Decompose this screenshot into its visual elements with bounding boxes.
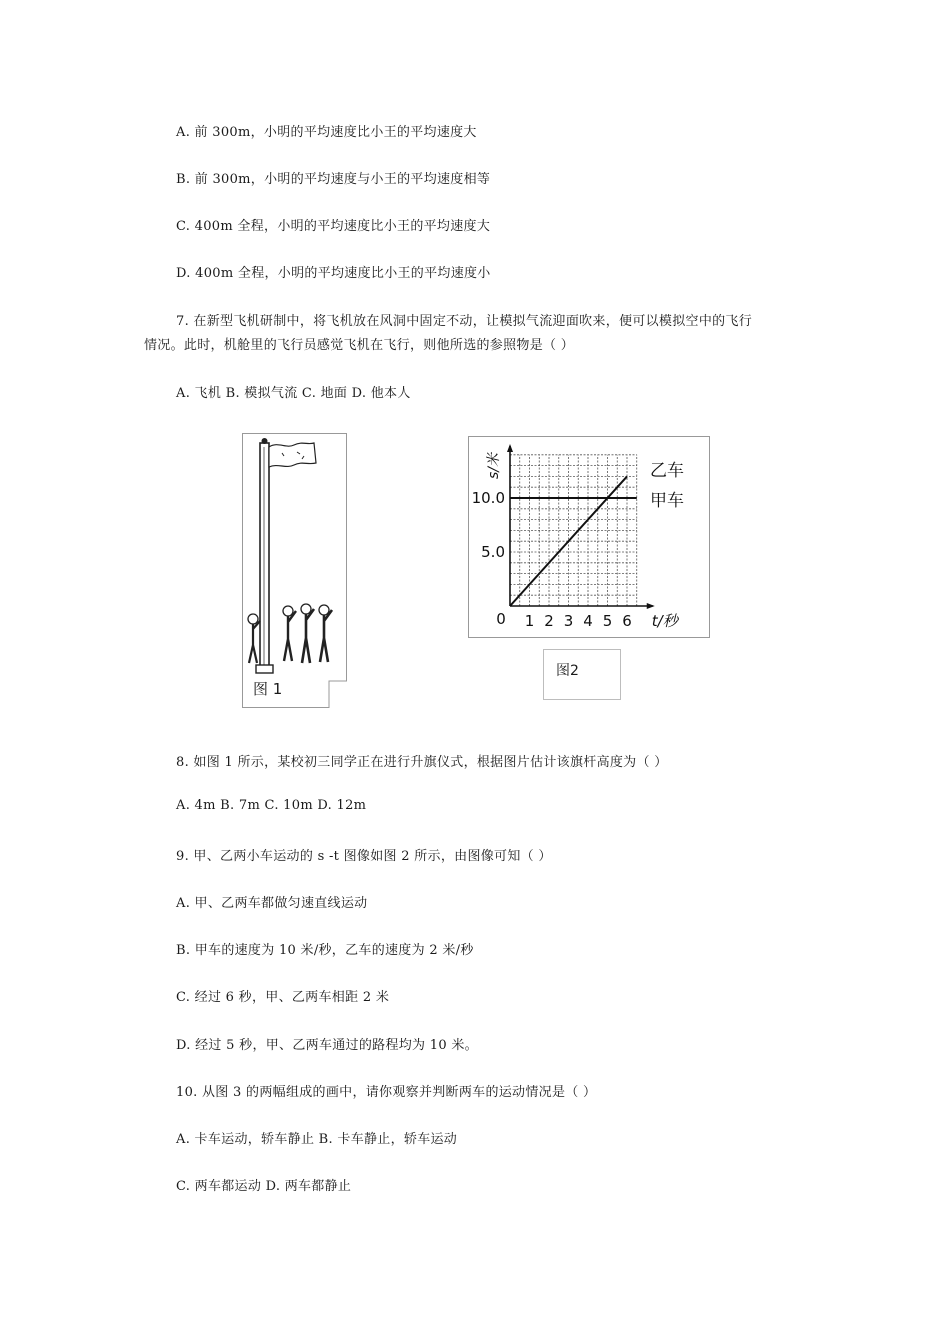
x-tick-label: 2 — [544, 612, 554, 630]
q6-option-d: D. 400m 全程，小明的平均速度比小王的平均速度小 — [176, 266, 491, 281]
q6-option-c: C. 400m 全程，小明的平均速度比小王的平均速度大 — [176, 219, 491, 234]
series-label-jia: 甲车 — [650, 491, 684, 511]
figure-1 — [242, 433, 348, 708]
y-axis-label: s/米 — [486, 452, 502, 480]
figure-2 — [468, 436, 710, 638]
q6-option-a: A. 前 300m，小明的平均速度比小王的平均速度大 — [176, 125, 477, 140]
q9-option-a: A. 甲、乙两车都做匀速直线运动 — [176, 896, 368, 911]
figure-2-caption: 图2 — [556, 663, 579, 679]
flag-ceremony-illustration — [242, 433, 348, 708]
y-tick-label: 5.0 — [481, 543, 505, 561]
q10-options-line1: A. 卡车运动，轿车静止 B. 卡车静止，轿车运动 — [176, 1132, 458, 1147]
q7-stem-line1: 7. 在新型飞机研制中，将飞机放在风洞中固定不动，让模拟气流迎面吹来，便可以模拟空中的飞行 — [176, 314, 753, 329]
st-graph — [468, 436, 710, 638]
x-tick-label: 1 — [524, 612, 535, 630]
x-axis-label: t/秒 — [651, 612, 678, 630]
x-tick-label: 3 — [563, 612, 574, 630]
series-label-yi: 乙车 — [650, 461, 684, 481]
q9-option-c: C. 经过 6 秒，甲、乙两车相距 2 米 — [176, 990, 390, 1005]
q6-option-b: B. 前 300m，小明的平均速度与小王的平均速度相等 — [176, 172, 491, 187]
x-tick-label: 5 — [602, 612, 613, 630]
q9-stem: 9. 甲、乙两小车运动的 s -t 图像如图 2 所示，由图像可知（ ） — [176, 849, 552, 864]
figure-1-caption: 图 1 — [253, 680, 283, 698]
q8-options: A. 4m B. 7m C. 10m D. 12m — [176, 798, 367, 813]
q8-stem: 8. 如图 1 所示，某校初三同学正在进行升旗仪式，根据图片估计该旗杆高度为（ ） — [176, 755, 668, 770]
y-tick-label: 10.0 — [471, 489, 505, 507]
x-tick-label: 4 — [583, 612, 593, 630]
q7-stem-line2: 情况。此时，机舱里的飞行员感觉飞机在飞行，则他所选的参照物是（ ） — [144, 338, 575, 353]
q9-option-b: B. 甲车的速度为 10 米/秒，乙车的速度为 2 米/秒 — [176, 943, 474, 958]
origin-label: 0 — [496, 610, 506, 628]
figure-2-caption-box — [543, 649, 621, 700]
q7-options: A. 飞机 B. 模拟气流 C. 地面 D. 他本人 — [176, 386, 411, 401]
q10-stem: 10. 从图 3 的两幅组成的画中，请你观察并判断两车的运动情况是（ ） — [176, 1085, 597, 1100]
x-tick-label: 6 — [622, 612, 632, 630]
q9-option-d: D. 经过 5 秒，甲、乙两车通过的路程均为 10 米。 — [176, 1038, 478, 1053]
q10-options-line2: C. 两车都运动 D. 两车都静止 — [176, 1179, 352, 1194]
